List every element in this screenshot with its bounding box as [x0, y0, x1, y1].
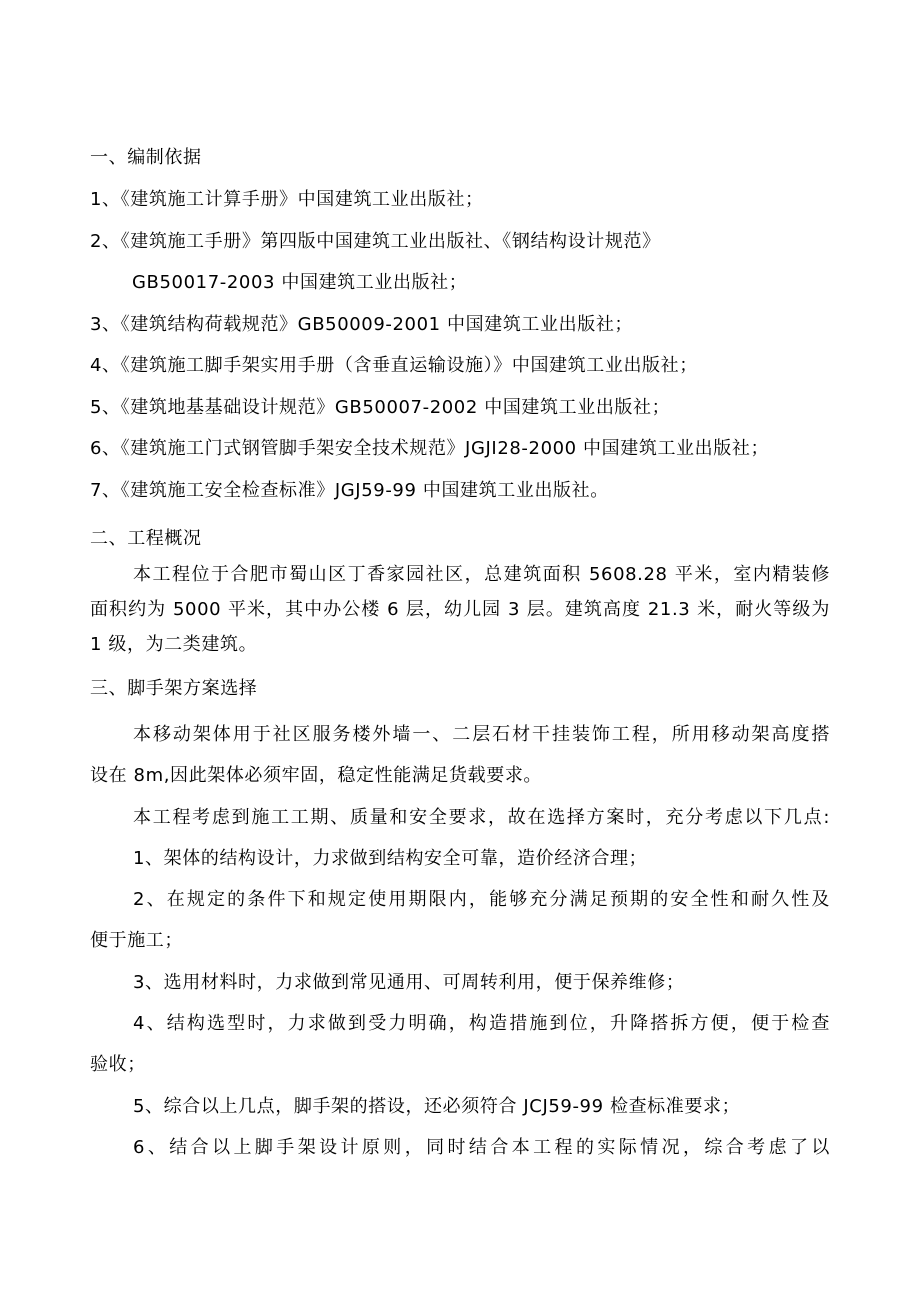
scaffold-considerations-intro: 本工程考虑到施工工期、质量和安全要求，故在选择方案时，充分考虑以下几点:: [133, 807, 830, 828]
section-heading-scaffold: 三、脚手架方案选择: [90, 678, 258, 699]
reference-item-4: 4、《建筑施工脚手架实用手册（含垂直运输设施）》中国建筑工业出版社；: [90, 355, 698, 376]
consideration-1: 1、架体的结构设计，力求做到结构安全可靠，造价经济合理；: [133, 848, 648, 869]
consideration-6: 6、结合以上脚手架设计原则，同时结合本工程的实际情况，综合考虑了以: [133, 1137, 830, 1158]
reference-item-6: 6、《建筑施工门式钢管脚手架安全技术规范》JGJI28-2000 中国建筑工业出版社；: [90, 438, 770, 459]
overview-paragraph-line-1: 本工程位于合肥市蜀山区丁香家园社区，总建筑面积 5608.28 平米，室内精装修: [133, 564, 830, 585]
consideration-4: 4、结构选型时，力求做到受力明确，构造措施到位，升降搭拆方便，便于检查: [133, 1013, 830, 1034]
scaffold-paragraph-line-1: 本移动架体用于社区服务楼外墙一、二层石材干挂装饰工程，所用移动架高度搭: [133, 724, 830, 745]
reference-item-1: 1、《建筑施工计算手册》中国建筑工业出版社；: [90, 189, 484, 210]
reference-item-2: 2、《建筑施工手册》第四版中国建筑工业出版社、《钢结构设计规范》: [90, 231, 661, 252]
reference-item-2-continuation: GB50017-2003 中国建筑工业出版社；: [132, 272, 468, 293]
consideration-5: 5、综合以上几点，脚手架的搭设，还必须符合 JCJ59-99 检查标准要求；: [133, 1096, 741, 1117]
scaffold-paragraph-line-2: 设在 8m,因此架体必须牢固，稳定性能满足货载要求。: [90, 765, 543, 786]
section-heading-overview: 二、工程概况: [90, 528, 202, 549]
reference-item-7: 7、《建筑施工安全检查标准》JGJ59-99 中国建筑工业出版社。: [90, 480, 609, 501]
consideration-2-continuation: 便于施工；: [90, 930, 183, 951]
consideration-2: 2、在规定的条件下和规定使用期限内，能够充分满足预期的安全性和耐久性及: [133, 889, 830, 910]
overview-paragraph-line-2: 面积约为 5000 平米，其中办公楼 6 层，幼儿园 3 层。建筑高度 21.3 米，耐火等级为: [90, 599, 830, 620]
reference-item-5: 5、《建筑地基基础设计规范》GB50007-2002 中国建筑工业出版社；: [90, 397, 671, 418]
consideration-3: 3、选用材料时，力求做到常见通用、可周转利用，便于保养维修；: [133, 972, 685, 993]
section-heading-basis: 一、编制依据: [90, 147, 202, 168]
consideration-4-continuation: 验收；: [90, 1054, 146, 1075]
reference-item-3: 3、《建筑结构荷载规范》GB50009-2001 中国建筑工业出版社；: [90, 314, 634, 335]
overview-paragraph-line-3: 1 级，为二类建筑。: [90, 634, 258, 655]
